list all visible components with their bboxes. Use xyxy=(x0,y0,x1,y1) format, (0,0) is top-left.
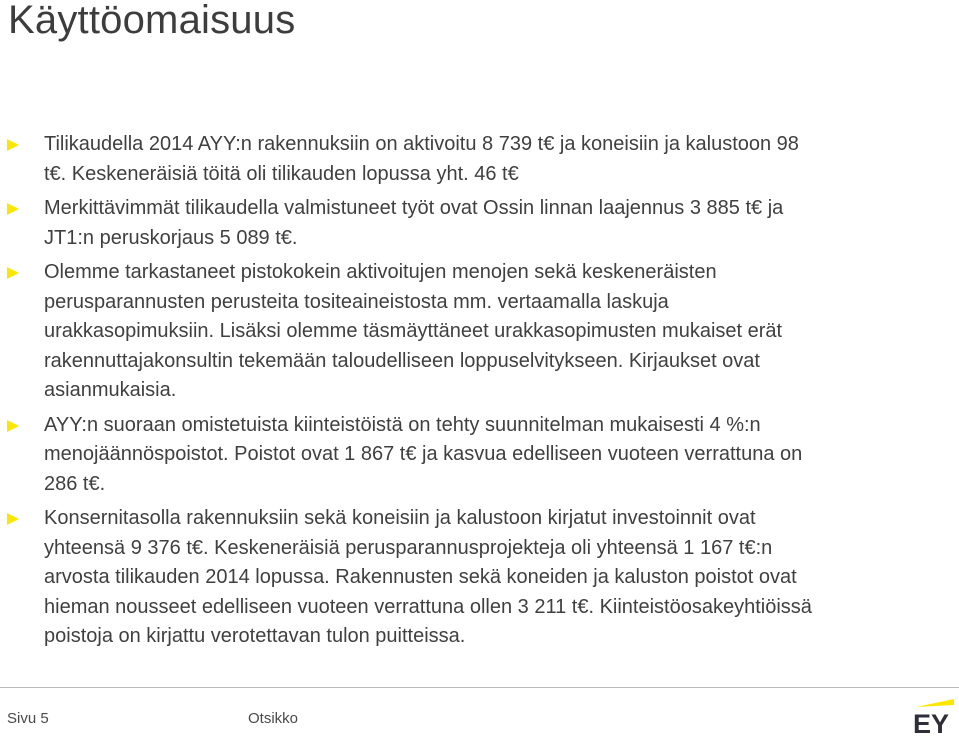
bullet-arrow-icon xyxy=(7,203,19,215)
bullet-line: AYY:n suoraan omistetuista kiinteistöistä on tehty suunnitelman mukaisesti 4 %:n xyxy=(44,413,761,436)
bullet-item xyxy=(0,258,959,406)
bullet-arrow-icon xyxy=(7,420,19,432)
bullet-arrow-icon xyxy=(7,513,19,525)
footer-title: Otsikko xyxy=(248,710,299,727)
bullet-line: Konsernitasolla rakennuksiin sekä koneisiin ja kalustoon kirjatut investoinnit ovat xyxy=(44,507,756,529)
bullet-item xyxy=(0,504,959,652)
slide-title: Käyttöomaisuus xyxy=(8,0,296,42)
footer-divider xyxy=(0,687,959,688)
bullet-list xyxy=(0,130,959,657)
bullet-item xyxy=(0,194,959,253)
bullet-line: Tilikaudella 2014 AYY:n rakennuksiin on aktivoitu 8 739 t€ ja koneisiin ja kalustoon 98 xyxy=(44,133,799,155)
bullet-line: hieman nousseet edelliseen vuoteen verrattuna ollen 3 211 t€. Kiinteistöosakeyhtiöissä xyxy=(44,595,812,618)
ey-logo-text: EY xyxy=(913,709,950,734)
ey-logo-accent xyxy=(916,699,954,707)
bullet-line: menojäännöspoistot. Poistot ovat 1 867 t€ ja kasvua edelliseen vuoteen verrattuna on xyxy=(44,443,803,465)
bullet-line: asianmukaisia. xyxy=(44,379,177,401)
bullet-arrow-icon xyxy=(7,139,19,151)
bullet-line: rakennuttajakonsultin tekemään taloudelliseen loppuselvitykseen. Kirjaukset ovat xyxy=(44,349,760,372)
bullet-line: poistoja on kirjattu verotettavan tulon puitteissa. xyxy=(44,625,466,647)
bullet-line: Olemme tarkastaneet pistokokein aktivoitujen menojen sekä keskeneräisten xyxy=(44,261,717,283)
bullet-line: Merkittävimmät tilikaudella valmistuneet työt ovat Ossin linnan laajennus 3 885 t€ ja xyxy=(44,197,784,219)
bullet-line: 286 t€. xyxy=(44,472,106,495)
bullet-arrow-icon xyxy=(7,267,19,279)
bullet-line: urakkasopimuksiin. Lisäksi olemme täsmäyttäneet urakkasopimusten mukaiset erät xyxy=(44,320,783,342)
bullet-line: yhteensä 9 376 t€. Keskeneräisiä perusparannusprojekteja oli yhteensä 1 167 t€:n xyxy=(44,536,773,559)
bullet-line: t€. Keskeneräisiä töitä oli tilikauden lopussa yht. 46 t€ xyxy=(44,162,519,185)
bullet-line: arvosta tilikauden 2014 lopussa. Rakennusten sekä koneiden ja kaluston poistot ovat xyxy=(44,566,797,588)
bullet-item xyxy=(0,411,959,500)
bullet-line: JT1:n peruskorjaus 5 089 t€. xyxy=(44,226,298,249)
ey-logo xyxy=(912,698,956,734)
bullet-item xyxy=(0,130,959,189)
page-number: Sivu 5 xyxy=(7,710,49,727)
bullet-line: perusparannusten perusteita tositeaineistosta mm. vertaamalla laskuja xyxy=(44,290,669,313)
